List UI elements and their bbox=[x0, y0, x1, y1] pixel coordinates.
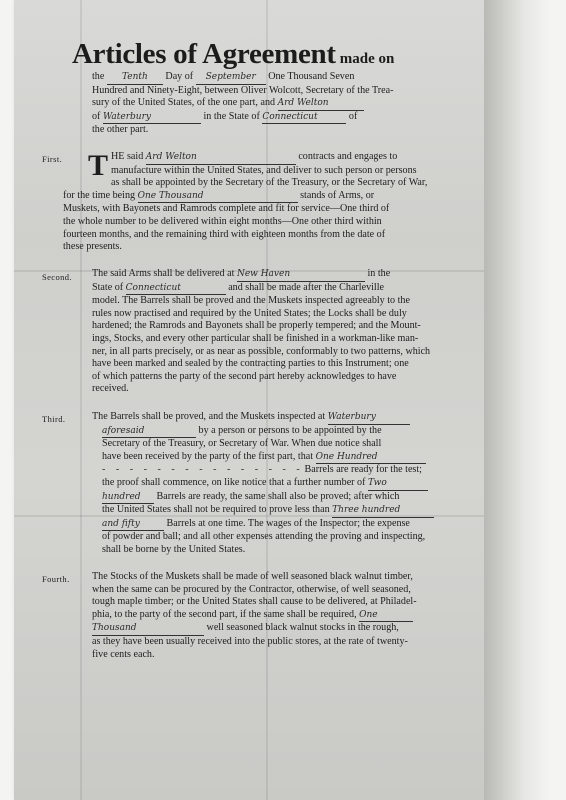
section-text: rules now practised and required by the United States; the Locks shall be duly bbox=[92, 307, 407, 319]
preamble-text: of bbox=[348, 110, 358, 122]
section-text: of powder and ball; and all other expenses attending the proving and inspecting, bbox=[102, 531, 426, 543]
fold-crease bbox=[80, 0, 82, 800]
number-handwritten: hundred bbox=[102, 491, 154, 505]
preamble-text: Hundred and Ninety-Eight, between Oliver Wolcott, Secretary of the Trea- bbox=[92, 84, 394, 96]
preamble-text: in the State of bbox=[203, 110, 260, 122]
section-text: in the bbox=[367, 268, 391, 279]
number-handwritten: Two bbox=[368, 477, 428, 491]
section-text: contracts and engages to bbox=[298, 151, 398, 162]
preamble bbox=[92, 71, 470, 137]
section-text: phia, to the party of the second part, if the same shall be required, bbox=[92, 608, 357, 620]
section-second bbox=[92, 268, 472, 396]
title-main: Articles of Agreement bbox=[72, 38, 336, 70]
section-text: shall be borne by the United States. bbox=[102, 543, 246, 555]
preamble-text: One Thousand Seven bbox=[268, 71, 355, 82]
section-text: received. bbox=[92, 383, 129, 395]
section-first bbox=[63, 149, 472, 254]
section-text: stands of Arms, or bbox=[300, 189, 375, 201]
document-title bbox=[72, 38, 472, 71]
section-text: by a person or persons to be appointed by the bbox=[198, 424, 382, 436]
quantity-handwritten: One bbox=[359, 609, 413, 623]
section-text: the proof shall commence, on like notice that a further number of bbox=[102, 476, 366, 488]
section-text: five cents each. bbox=[92, 648, 155, 660]
section-text: The said Arms shall be delivered at bbox=[92, 268, 235, 279]
section-text: for the time being bbox=[63, 189, 136, 201]
quantity-handwritten: One Thousand bbox=[138, 190, 298, 204]
section-text: as shall be appointed by the Secretary of the Treasury, or the Secretary of War, bbox=[111, 177, 428, 189]
section-text: these presents. bbox=[63, 241, 122, 253]
section-text: ner, in all parts precisely, or as near as possible, conformably to two patterns, which bbox=[92, 345, 431, 357]
section-text: Secretary of the Treasury, or Secretary of War. When due notice shall bbox=[102, 438, 382, 450]
section-text: the United States shall not be required to prove less than bbox=[102, 504, 330, 516]
section-text: tough maple timber; or the United States shall cause to be delivered, at Philadel- bbox=[92, 596, 417, 608]
place-handwritten: Waterbury bbox=[328, 411, 410, 425]
contractor-handwritten: Ard Welton bbox=[278, 97, 364, 111]
section-text: hardened; the Ramrods and Bayonets shall be properly tempered; and the Mount- bbox=[92, 320, 421, 332]
number-handwritten: and fifty bbox=[102, 518, 164, 532]
section-text: have been marked and sealed by the contracting parties to this Instrument; one bbox=[92, 358, 409, 370]
section-label-first: First. bbox=[42, 154, 63, 164]
section-text: model. The Barrels shall be proved and the Muskets inspected agreeably to the bbox=[92, 295, 410, 307]
section-text: of which patterns the party of the second part hereby acknowledges to have bbox=[92, 370, 397, 382]
section-text: Muskets, with Bayonets and Ramrods complete and fit for service—One third of bbox=[63, 203, 390, 215]
section-label-fourth: Fourth. bbox=[42, 574, 70, 584]
section-label-third: Third. bbox=[42, 414, 66, 424]
section-text: Barrels are ready for the test; bbox=[304, 464, 422, 476]
title-tail: made on bbox=[339, 51, 395, 67]
section-text: when the same can be procured by the Contractor, otherwise, of well seasoned, bbox=[92, 583, 411, 595]
contractor-handwritten: Ard Welton bbox=[146, 151, 296, 165]
state-handwritten: Connecticut bbox=[262, 111, 346, 125]
section-text: and shall be made after the Charleville bbox=[228, 281, 385, 293]
dash-filler: - - - - - - - - - - - - - - - bbox=[102, 464, 304, 476]
preamble-text: of bbox=[92, 110, 101, 122]
section-text: Barrels at one time. The wages of the Inspector; the expense bbox=[166, 517, 410, 529]
section-text: as they have been usually received into the public stores, at the rate of twenty- bbox=[92, 635, 408, 647]
drop-cap: T bbox=[88, 149, 109, 182]
preamble-text: sury of the United States, of the one part, and bbox=[92, 97, 276, 109]
day-handwritten: Tenth bbox=[107, 71, 163, 85]
section-text: The Barrels shall be proved, and the Muskets inspected at bbox=[92, 411, 326, 422]
section-text: manufacture within the United States, and deliver to such person or persons bbox=[111, 164, 417, 176]
preamble-text: Day of bbox=[165, 71, 194, 82]
town-handwritten: Waterbury bbox=[103, 111, 201, 125]
section-text: ings, Stocks, and every other particular shall be finished in a workman-like man- bbox=[92, 332, 419, 344]
preamble-text: the bbox=[92, 71, 105, 82]
number-handwritten: One Hundred bbox=[316, 451, 426, 465]
place-handwritten: New Haven bbox=[237, 268, 365, 282]
section-text: The Stocks of the Muskets shall be made of well seasoned black walnut timber, bbox=[92, 571, 413, 582]
section-text: HE said bbox=[111, 151, 144, 162]
page-shadow bbox=[484, 0, 550, 800]
month-handwritten: September bbox=[196, 71, 266, 85]
section-text: have been received by the party of the first part, that bbox=[102, 450, 314, 462]
section-fourth bbox=[92, 571, 472, 661]
number-handwritten: Three hundred bbox=[332, 504, 434, 518]
section-text: fourteen months, and the remaining third with eighteen months from the date of bbox=[63, 228, 386, 240]
section-text: the whole number to be delivered within eight months—One other third within bbox=[63, 215, 382, 227]
place-handwritten: aforesaid bbox=[102, 425, 196, 439]
section-third bbox=[92, 411, 472, 557]
section-label-second: Second. bbox=[42, 272, 72, 282]
section-text: Barrels are ready, the same shall also be proved; after which bbox=[156, 490, 400, 502]
preamble-text: the other part. bbox=[92, 124, 149, 136]
quantity-handwritten: Thousand bbox=[92, 622, 204, 636]
section-text: well seasoned black walnut stocks in the rough, bbox=[206, 622, 399, 634]
section-text: State of bbox=[92, 281, 124, 293]
state-handwritten: Connecticut bbox=[126, 282, 226, 296]
